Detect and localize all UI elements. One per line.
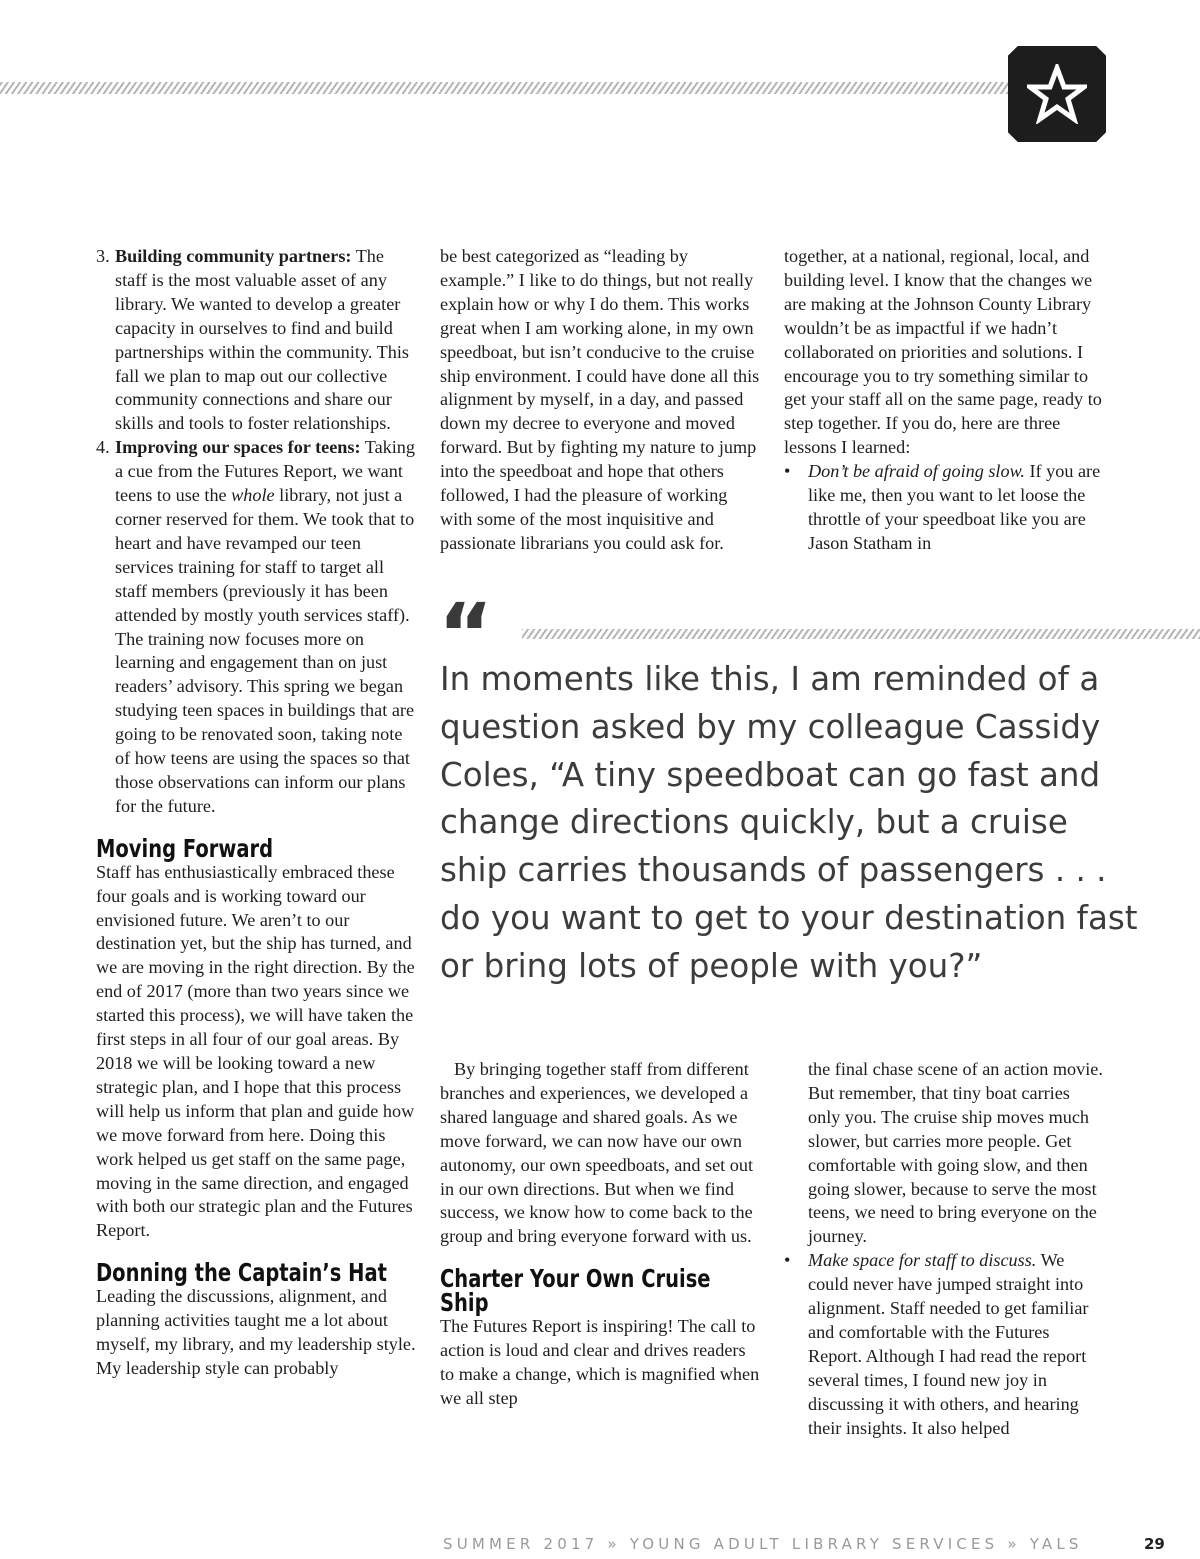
goal-item (96, 245, 418, 436)
charter-heading (440, 1264, 711, 1318)
bullet-mark: • (784, 1250, 791, 1271)
moving-forward-paragraph: Staff has enthusiastically embraced these four goals and is working toward our envisioned future. We aren’t to our destination yet, but the ship has turned, and we are moving in the right direction. By the end of 2017 (more than two years since we started this process), we will have taken the first steps in all four of our goal areas. By 2018 we will be looking toward a new strategic plan, and I hope that this process will help us inform that plan and guide how we move forward from here. Doing this work helped us get staff on the same page, moving in the same direction, and engaged with both our strategic plan and the Futures Report. (96, 861, 415, 1241)
goal-title: Building community partners: (115, 246, 352, 266)
column-3-top (784, 245, 1104, 556)
charter-paragraph: The Futures Report is inspiring! The call to action is loud and clear and drives readers to make a change, which is magnified when we all step (440, 1316, 760, 1408)
goal-text: Taking a cue from the Futures Report, we want teens to use the (115, 437, 415, 506)
column-1 (96, 245, 418, 1381)
goal-item (96, 436, 418, 819)
goal-number: 3. (96, 246, 110, 266)
lessons-list (784, 460, 1104, 556)
moving-forward-heading: Moving Forward (96, 833, 274, 863)
quote-mark: “ (438, 585, 494, 683)
lesson-text: the final chase scene of an action movie. But remember, that tiny boat carries only you. The cruise ship moves much slower, but carries more people. Get comfortable with going slow, and then going slower, because to serve the most teens, we need to bring everyone on the journey. (808, 1059, 1103, 1247)
lesson-title: Make space for staff to discuss. (808, 1250, 1037, 1271)
goal-number: 4. (96, 437, 110, 458)
goal-text-emphasis: whole (231, 485, 275, 506)
star-badge (1008, 46, 1106, 142)
column-3-bottom (784, 1058, 1104, 1441)
page-number: 29 (1144, 1535, 1165, 1553)
shared-language-paragraph: By bringing together staff from different branches and experiences, we developed a shared language and shared goals. As we move forward, we can now have our own autonomy, our own speedboats, and set out in our own directions. But when we find success, we know how to come back to the group and bring everyone forward with us. (440, 1059, 754, 1247)
goal-title: Improving our spaces for teens: (115, 437, 361, 458)
lesson-item (784, 1249, 1104, 1440)
pull-quote: In moments like this, I am reminded of a question asked by my colleague Cassidy Coles, “A tiny speedboat can go fast and change directions quickly, but a cruise ship carries thousands of passengers . . . do you want to get to your destination fast or bring lots of people with you?” (440, 660, 1138, 985)
lesson-text: If you are like me, then you want to let loose the throttle of your speedboat like you are Jason Statham in (808, 461, 1101, 553)
bullet-mark: • (784, 461, 791, 482)
pull-quote-hatch-rule (522, 629, 1200, 639)
column-2-bottom (440, 1058, 762, 1411)
lessons-list-continued (784, 1058, 1104, 1441)
star-icon (1027, 64, 1087, 124)
charter-heading-line: Ship (440, 1288, 489, 1318)
lesson-title: Don’t be afraid of going slow. (808, 461, 1025, 482)
collaboration-paragraph: together, at a national, regional, local, and building level. I know that the changes we are making at the Johnson County Library wouldn’t be as impactful if we hadn’t collaborated on priorities and solutions. I encourage you to try something similar to get your staff all on the same page, ready to step together. If you do, here are three lessons I learned: (784, 246, 1102, 458)
goals-list (96, 245, 418, 819)
lesson-text: We could never have jumped straight into alignment. Staff needed to get familiar and comfortable with the Futures Report. Although I had read the report several times, I found new joy in discussing it with others, and hearing their insights. It also helped (808, 1250, 1089, 1438)
lesson-item-continued (784, 1058, 1104, 1249)
column-2-top (440, 245, 762, 556)
leadership-paragraph: be best categorized as “leading by example.” I like to do things, but not really explain how or why I do them. This works great when I am working alone, in my own speedboat, but isn’t conducive to the cruise ship environment. I could have done all this alignment by myself, in a day, and passed down my decree to everyone and moved forward. But by fighting my nature to jump into the speedboat and hope that others followed, I had the pleasure of working with some of the most inquisitive and passionate librarians you could ask for. (440, 246, 760, 553)
goal-text: The staff is the most valuable asset of any library. We wanted to develop a greater capacity in ourselves to find and build partnerships within the community. This fall we plan to map out our collective community connections and share our skills and tools to foster relationships. (115, 246, 410, 434)
captain-hat-paragraph: Leading the discussions, alignment, and planning activities taught me a lot about myself, my library, and my leadership style. My leadership style can probably (96, 1286, 416, 1378)
lesson-item (784, 460, 1104, 556)
top-hatch-rule (0, 82, 1008, 94)
running-footer: SUMMER 2017 » YOUNG ADULT LIBRARY SERVICES » YALS (443, 1535, 1083, 1553)
goal-text: library, not just a corner reserved for them. We took that to heart and have revamped our teen services training for staff to target all staff members (previously it has been attended by mostly youth services staff). The training now focuses more on learning and engagement than on just readers’ advisory. This spring we began studying teen spaces in buildings that are going to be renovated soon, taking note of how teens are using the spaces so that those observations can inform our plans for the future. (115, 485, 415, 816)
captain-hat-heading: Donning the Captain’s Hat (96, 1258, 387, 1288)
charter-heading-line: Charter Your Own Cruise (440, 1264, 711, 1294)
